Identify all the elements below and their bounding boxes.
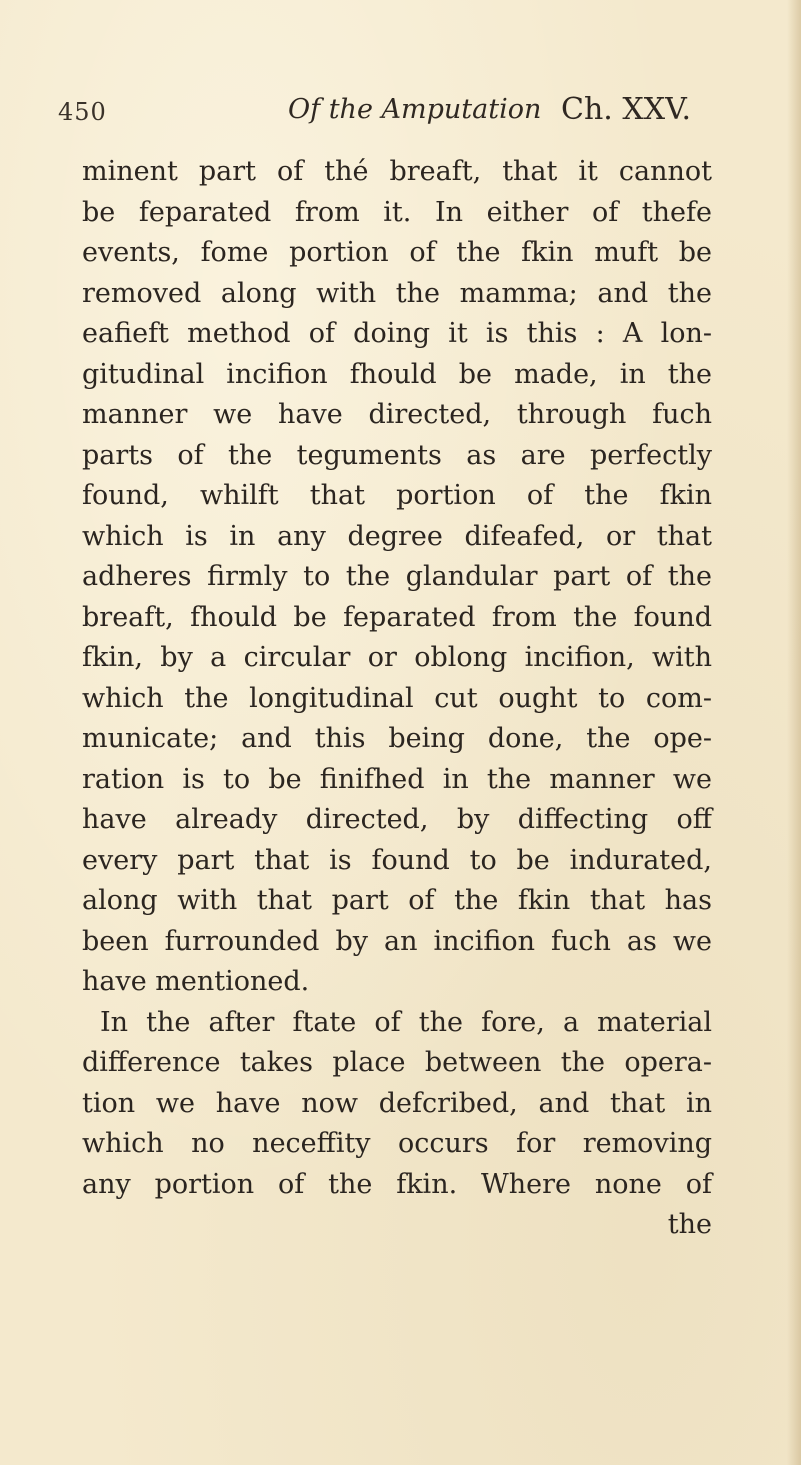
text-line: municate; and this being done, the ope- — [82, 723, 712, 754]
text-line: which is in any degree difeafed, or that — [82, 520, 712, 552]
text-line: any portion of the fkin. Where none of — [82, 1168, 712, 1200]
catchword: the — [667, 1209, 712, 1240]
text-line: parts of the teguments as are perfectly — [82, 439, 712, 471]
text-line: breaft, fhould be feparated from the found — [82, 601, 712, 633]
text-line: tion we have now defcribed, and that in — [82, 1087, 712, 1119]
page-header — [58, 88, 738, 138]
text-line: be feparated from it. In either of thefe — [82, 196, 712, 228]
running-title: Of the Amputation — [288, 94, 542, 125]
text-line: ration is to be finifhed in the manner we — [82, 763, 712, 795]
text-line: which the longitudinal cut ought to com- — [82, 682, 712, 714]
body-text — [82, 152, 712, 1246]
text-line: difference takes place between the opera- — [82, 1047, 712, 1078]
chapter-label: Ch. XXV. — [561, 92, 692, 127]
text-line: manner we have directed, through fuch — [82, 399, 712, 430]
text-line: been furrounded by an incifion fuch as we — [82, 925, 712, 957]
text-line: which no neceffity occurs for removing — [82, 1128, 712, 1159]
page-edge-shadow — [787, 0, 801, 1465]
text-line: adheres firmly to the glandular part of the — [82, 561, 712, 592]
text-line: removed along with the mamma; and the — [82, 277, 712, 309]
text-line: eafieft method of doing it is this : A lon- — [82, 318, 712, 349]
text-line: along with that part of the fkin that has — [82, 885, 712, 916]
text-line: have already directed, by diffecting off — [82, 804, 712, 835]
text-line: fkin, by a circular or oblong incifion, with — [82, 642, 712, 673]
text-line: gitudinal incifion fhould be made, in the — [82, 358, 712, 390]
text-line: minent part of thé breaft, that it cannot — [82, 156, 712, 187]
text-line: found, whilft that portion of the fkin — [82, 480, 712, 511]
text-line: events, fome portion of the fkin muft be — [82, 237, 712, 268]
text-line-paragraph-end: have mentioned. — [82, 966, 310, 997]
text-line-paragraph-start: In the after ftate of the fore, a material — [100, 1006, 712, 1038]
text-line: every part that is found to be indurated, — [82, 844, 712, 876]
page-number: 450 — [58, 98, 107, 126]
